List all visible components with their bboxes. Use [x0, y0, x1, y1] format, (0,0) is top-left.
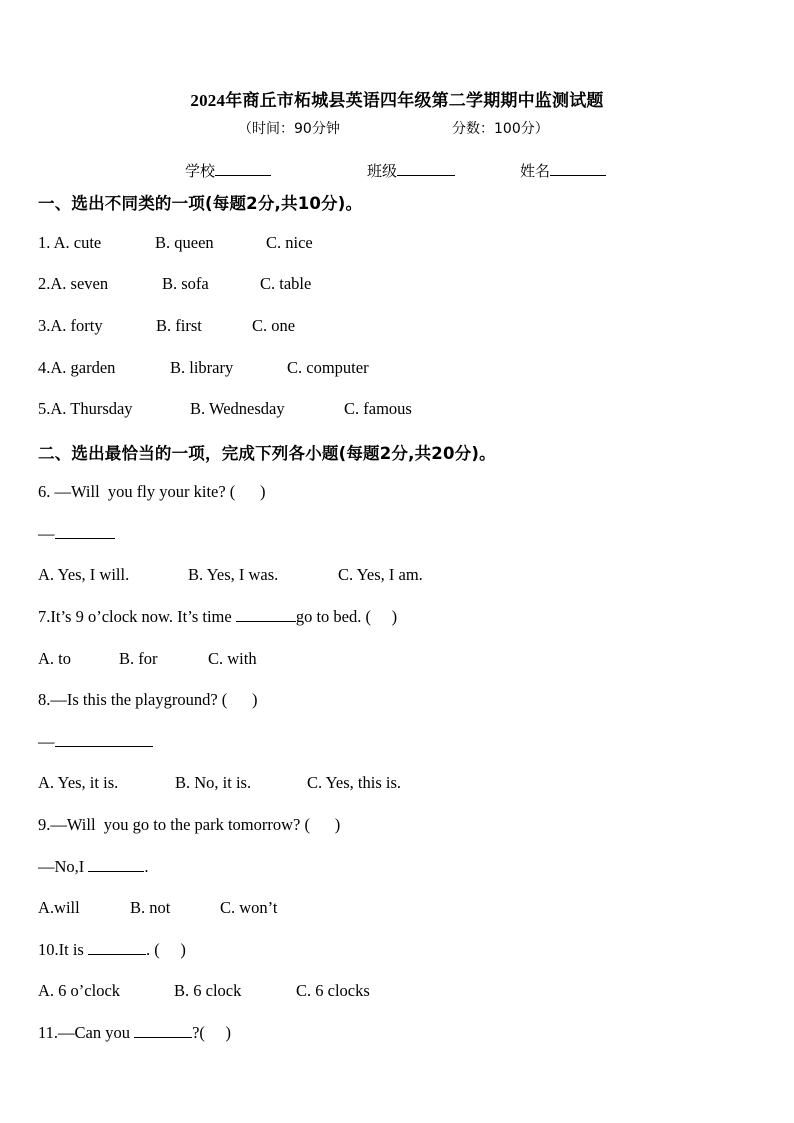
class-blank[interactable]	[397, 161, 455, 176]
name-blank[interactable]	[550, 161, 606, 176]
q11-stem-end: ?( )	[192, 1023, 232, 1042]
q6-dash: —	[38, 524, 55, 543]
class-label: 班级	[367, 162, 398, 180]
name-field	[520, 160, 606, 181]
q7-blank[interactable]	[236, 607, 296, 622]
q6-stem: 6. —Will you fly your kite? ( )	[38, 482, 266, 501]
q8-answer-blank[interactable]	[55, 732, 153, 747]
q11-blank[interactable]	[134, 1023, 192, 1038]
q4-option-c: C. computer	[287, 358, 369, 377]
section-1-heading: 一、选出不同类的一项(每题2分,共10分)。	[38, 194, 363, 213]
q4-option-a: 4.A. garden	[38, 358, 116, 377]
q9-option-c: C. won’t	[220, 898, 278, 917]
q4-option-b: B. library	[170, 358, 234, 377]
q7-option-c: C. with	[208, 649, 257, 668]
q2-option-b: B. sofa	[162, 274, 209, 293]
school-label: 学校	[185, 162, 216, 180]
school-field	[185, 160, 271, 181]
q2-option-c: C. table	[260, 274, 312, 293]
q5-option-a: 5.A. Thursday	[38, 399, 133, 418]
q10-stem-end: . ( )	[145, 940, 186, 959]
q10-blank[interactable]	[88, 940, 146, 955]
q3-option-a: 3.A. forty	[38, 316, 103, 335]
q3-option-c: C. one	[252, 316, 296, 335]
q9-answer-line	[38, 857, 149, 877]
q7-option-b: B. for	[119, 649, 158, 668]
q11-stem	[38, 1023, 231, 1043]
q7-stem-end: go to bed. ( )	[295, 607, 398, 626]
score-label: 分数：100分）	[452, 121, 549, 137]
q10-stem-start: 10.It is	[38, 940, 88, 959]
q7-stem	[38, 607, 397, 627]
q8-option-a: A. Yes, it is.	[38, 773, 119, 792]
section-2-heading: 二、选出最恰当的一项，完成下列各小题(每题2分,共20分)。	[38, 444, 496, 463]
q11-stem-start: 11.—Can you	[38, 1023, 135, 1042]
q8-answer-line	[38, 732, 153, 752]
q9-answer-blank[interactable]	[88, 857, 144, 872]
q8-stem: 8.—Is this the playground? ( )	[38, 690, 258, 709]
q2-option-a: 2.A. seven	[38, 274, 109, 293]
q1-option-b: B. queen	[155, 233, 214, 252]
q6-answer-line	[38, 524, 115, 544]
q5-option-c: C. famous	[344, 399, 412, 418]
school-blank[interactable]	[215, 161, 271, 176]
q7-option-a: A. to	[38, 649, 71, 668]
q9-answer-end: .	[144, 857, 149, 876]
q3-option-b: B. first	[156, 316, 202, 335]
q6-option-c: C. Yes, I am.	[338, 565, 423, 584]
q5-option-b: B. Wednesday	[190, 399, 285, 418]
class-field	[367, 160, 455, 181]
q10-option-c: C. 6 clocks	[296, 981, 370, 1000]
q8-option-c: C. Yes, this is.	[307, 773, 401, 792]
page-title: 2024年商丘市柘城县英语四年级第二学期期中监测试题	[190, 91, 604, 110]
q1-option-a: 1. A. cute	[38, 233, 102, 252]
q10-option-a: A. 6 o’clock	[38, 981, 121, 1000]
name-label: 姓名	[520, 162, 551, 180]
q10-stem	[38, 940, 186, 960]
q9-option-a: A.will	[38, 898, 80, 917]
q8-option-b: B. No, it is.	[175, 773, 252, 792]
q1-option-c: C. nice	[266, 233, 313, 252]
q9-stem: 9.—Will you go to the park tomorrow? ( )	[38, 815, 341, 834]
q8-dash: —	[38, 732, 55, 751]
q9-answer-start: —No,I	[38, 857, 89, 876]
q7-stem-start: 7.It’s 9 o’clock now. It’s time	[38, 607, 236, 626]
time-label: （时间：90分钟	[238, 121, 340, 137]
q6-option-a: A. Yes, I will.	[38, 565, 130, 584]
q6-answer-blank[interactable]	[55, 524, 115, 539]
q10-option-b: B. 6 clock	[174, 981, 242, 1000]
q6-option-b: B. Yes, I was.	[188, 565, 279, 584]
q9-option-b: B. not	[130, 898, 171, 917]
